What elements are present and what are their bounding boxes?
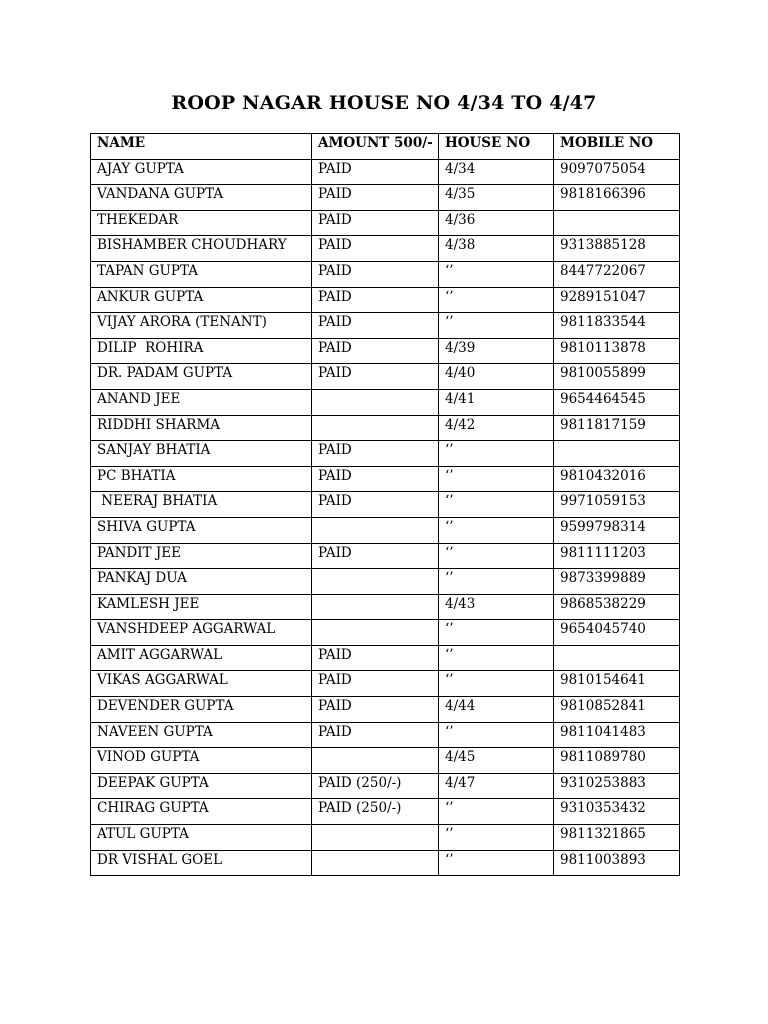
cell-house-no: ‘’ (439, 645, 554, 671)
cell-house-no: ‘’ (439, 671, 554, 697)
cell-name: SANJAY BHATIA (91, 441, 312, 467)
cell-name: BISHAMBER CHOUDHARY (91, 236, 312, 262)
cell-amount: PAID (312, 492, 439, 518)
cell-name: AMIT AGGARWAL (91, 645, 312, 671)
cell-mobile-no: 9097075054 (554, 159, 680, 185)
cell-mobile-no: 9868538229 (554, 594, 680, 620)
table-row (91, 620, 680, 646)
table-row (91, 210, 680, 236)
cell-amount (312, 517, 439, 543)
cell-house-no: 4/41 (439, 389, 554, 415)
cell-amount: PAID (312, 210, 439, 236)
cell-name: DEEPAK GUPTA (91, 773, 312, 799)
table-row (91, 466, 680, 492)
cell-house-no: ‘’ (439, 825, 554, 851)
table-body (91, 159, 680, 876)
table-row (91, 850, 680, 876)
cell-house-no: 4/45 (439, 748, 554, 774)
cell-name: DR VISHAL GOEL (91, 850, 312, 876)
cell-mobile-no: 9811089780 (554, 748, 680, 774)
cell-house-no: ‘’ (439, 620, 554, 646)
cell-mobile-no: 9599798314 (554, 517, 680, 543)
cell-amount: PAID (312, 441, 439, 467)
cell-amount (312, 748, 439, 774)
table-row (91, 543, 680, 569)
cell-amount: PAID (312, 159, 439, 185)
table-row (91, 517, 680, 543)
cell-house-no: 4/44 (439, 697, 554, 723)
cell-mobile-no (554, 645, 680, 671)
table-row (91, 389, 680, 415)
cell-amount: PAID (312, 313, 439, 339)
cell-amount: PAID (312, 236, 439, 262)
header-amount: AMOUNT 500/- (312, 134, 439, 160)
cell-mobile-no: 9811003893 (554, 850, 680, 876)
table-row (91, 645, 680, 671)
table-row (91, 825, 680, 851)
cell-name: ANAND JEE (91, 389, 312, 415)
cell-mobile-no: 9310353432 (554, 799, 680, 825)
cell-house-no: 4/47 (439, 773, 554, 799)
cell-mobile-no: 9971059153 (554, 492, 680, 518)
table-row (91, 671, 680, 697)
cell-name: VIJAY ARORA (TENANT) (91, 313, 312, 339)
cell-house-no: 4/36 (439, 210, 554, 236)
cell-mobile-no: 9654045740 (554, 620, 680, 646)
cell-house-no: ‘’ (439, 517, 554, 543)
cell-amount (312, 825, 439, 851)
cell-name: DEVENDER GUPTA (91, 697, 312, 723)
table-header-row (91, 134, 680, 160)
cell-amount (312, 620, 439, 646)
cell-name: VINOD GUPTA (91, 748, 312, 774)
table-row (91, 338, 680, 364)
cell-house-no: ‘’ (439, 850, 554, 876)
cell-house-no: 4/34 (439, 159, 554, 185)
residents-table (90, 133, 680, 876)
header-name: NAME (91, 134, 312, 160)
document-title: ROOP NAGAR HOUSE NO 4/34 TO 4/47 (171, 92, 597, 114)
cell-house-no: ‘’ (439, 313, 554, 339)
cell-amount (312, 415, 439, 441)
table-row (91, 415, 680, 441)
cell-house-no: ‘’ (439, 569, 554, 595)
table-row (91, 185, 680, 211)
cell-name: TAPAN GUPTA (91, 261, 312, 287)
header-house-no: HOUSE NO (439, 134, 554, 160)
cell-name: ATUL GUPTA (91, 825, 312, 851)
cell-amount: PAID (312, 543, 439, 569)
cell-house-no: 4/43 (439, 594, 554, 620)
cell-amount: PAID (312, 338, 439, 364)
cell-name: SHIVA GUPTA (91, 517, 312, 543)
cell-house-no: ‘’ (439, 466, 554, 492)
table-row (91, 492, 680, 518)
table-row (91, 287, 680, 313)
cell-name: ANKUR GUPTA (91, 287, 312, 313)
cell-mobile-no (554, 210, 680, 236)
cell-name: CHIRAG GUPTA (91, 799, 312, 825)
cell-amount: PAID (250/-) (312, 799, 439, 825)
cell-name: DILIP ROHIRA (91, 338, 312, 364)
cell-mobile-no: 9289151047 (554, 287, 680, 313)
cell-house-no: ‘’ (439, 261, 554, 287)
cell-name: DR. PADAM GUPTA (91, 364, 312, 390)
header-mobile-no: MOBILE NO (554, 134, 680, 160)
cell-name: VANSHDEEP AGGARWAL (91, 620, 312, 646)
cell-name: AJAY GUPTA (91, 159, 312, 185)
table-row (91, 594, 680, 620)
cell-house-no: ‘’ (439, 543, 554, 569)
cell-mobile-no: 9810055899 (554, 364, 680, 390)
cell-amount (312, 594, 439, 620)
cell-amount: PAID (312, 645, 439, 671)
cell-mobile-no: 9811041483 (554, 722, 680, 748)
cell-house-no: 4/40 (439, 364, 554, 390)
cell-amount (312, 389, 439, 415)
cell-house-no: 4/35 (439, 185, 554, 211)
table-row (91, 697, 680, 723)
cell-house-no: 4/38 (439, 236, 554, 262)
cell-name: VIKAS AGGARWAL (91, 671, 312, 697)
cell-name: PANDIT JEE (91, 543, 312, 569)
cell-mobile-no: 9873399889 (554, 569, 680, 595)
cell-mobile-no: 9810852841 (554, 697, 680, 723)
cell-mobile-no: 9811817159 (554, 415, 680, 441)
cell-name: KAMLESH JEE (91, 594, 312, 620)
cell-mobile-no: 9810113878 (554, 338, 680, 364)
cell-house-no: ‘’ (439, 722, 554, 748)
cell-amount: PAID (312, 287, 439, 313)
cell-amount: PAID (312, 364, 439, 390)
table-row (91, 441, 680, 467)
cell-mobile-no: 9310253883 (554, 773, 680, 799)
cell-name: NEERAJ BHATIA (91, 492, 312, 518)
cell-amount: PAID (250/-) (312, 773, 439, 799)
cell-mobile-no: 8447722067 (554, 261, 680, 287)
cell-mobile-no: 9811111203 (554, 543, 680, 569)
cell-name: RIDDHI SHARMA (91, 415, 312, 441)
cell-house-no: ‘’ (439, 287, 554, 313)
cell-amount: PAID (312, 261, 439, 287)
table-row (91, 313, 680, 339)
cell-mobile-no: 9313885128 (554, 236, 680, 262)
cell-house-no: ‘’ (439, 492, 554, 518)
table-row (91, 159, 680, 185)
table-row (91, 773, 680, 799)
cell-mobile-no: 9811321865 (554, 825, 680, 851)
cell-amount: PAID (312, 697, 439, 723)
cell-mobile-no: 9654464545 (554, 389, 680, 415)
cell-house-no: 4/39 (439, 338, 554, 364)
cell-name: PC BHATIA (91, 466, 312, 492)
cell-amount: PAID (312, 185, 439, 211)
cell-name: PANKAJ DUA (91, 569, 312, 595)
table-row (91, 799, 680, 825)
table-row (91, 748, 680, 774)
cell-mobile-no: 9810432016 (554, 466, 680, 492)
table-row (91, 569, 680, 595)
table-row (91, 236, 680, 262)
table-row (91, 261, 680, 287)
cell-mobile-no: 9818166396 (554, 185, 680, 211)
cell-name: THEKEDAR (91, 210, 312, 236)
cell-mobile-no (554, 441, 680, 467)
table-row (91, 722, 680, 748)
cell-amount (312, 850, 439, 876)
table-row (91, 364, 680, 390)
cell-amount: PAID (312, 722, 439, 748)
cell-amount (312, 569, 439, 595)
cell-name: NAVEEN GUPTA (91, 722, 312, 748)
cell-house-no: ‘’ (439, 799, 554, 825)
cell-amount: PAID (312, 671, 439, 697)
cell-amount: PAID (312, 466, 439, 492)
cell-house-no: 4/42 (439, 415, 554, 441)
cell-mobile-no: 9810154641 (554, 671, 680, 697)
cell-mobile-no: 9811833544 (554, 313, 680, 339)
cell-name: VANDANA GUPTA (91, 185, 312, 211)
cell-house-no: ‘’ (439, 441, 554, 467)
